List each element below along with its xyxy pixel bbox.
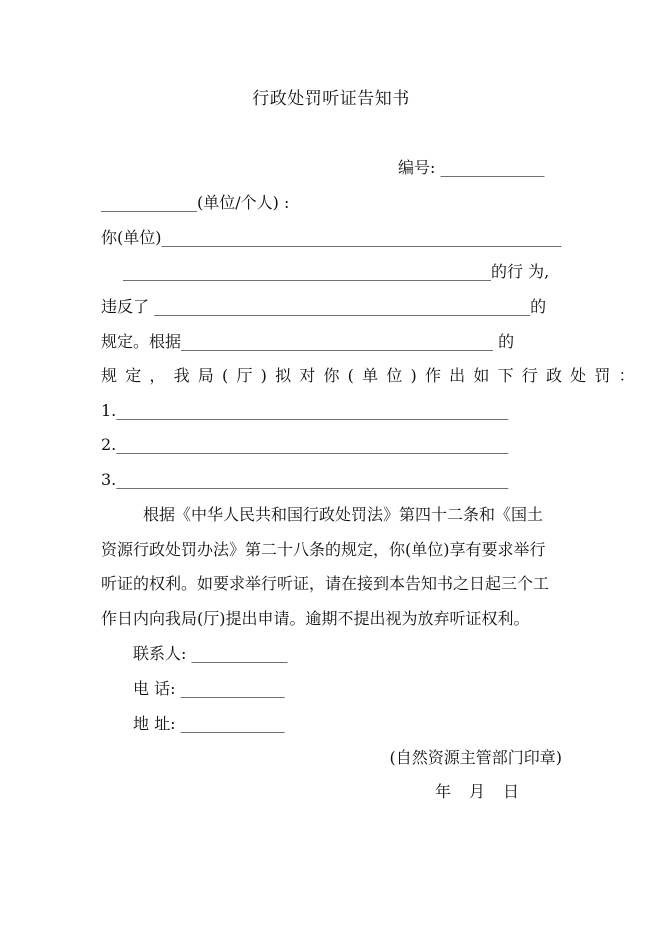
seal-text: (自然资源主管部门印章) — [389, 748, 562, 767]
notice-paragraph-line-4: 作日内向我局(厅)提出申请。逾期不提出视为放弃听证权利。 — [101, 609, 530, 628]
penalty-item-2: 2._________________________________________________ — [101, 435, 509, 454]
address-field: 地 址: _____________ — [133, 714, 285, 733]
notice-paragraph-line-2: 资源行政处罚办法》第二十八条的规定，你(单位)享有要求举行 — [101, 540, 546, 559]
contact-person-field: 联系人: ____________ — [133, 644, 288, 663]
body-line-5: 规定，我局(厅)拟对你(单位)作出如下行政处罚： — [101, 366, 643, 385]
notice-paragraph-line-3: 听证的权利。如要求举行听证，请在接到本告知书之日起三个工 — [101, 574, 550, 593]
body-line-4: 规定。根据_______________________________________ 的 — [101, 332, 515, 351]
phone-field: 电 话: _____________ — [133, 679, 285, 698]
body-line-1: 你(单位)__________________________________________________ — [101, 228, 562, 247]
date-day: 日 — [503, 782, 520, 801]
body-line-2: ______________________________________________的行 为, — [123, 262, 550, 281]
document-number: 编号: _____________ — [398, 158, 545, 177]
date-line — [435, 782, 537, 802]
date-month: 月 — [469, 782, 486, 801]
date-year: 年 — [435, 782, 452, 801]
document-title: 行政处罚听证告知书 — [252, 89, 410, 109]
penalty-item-3: 3._________________________________________________ — [101, 470, 509, 489]
penalty-item-1: 1._________________________________________________ — [101, 401, 509, 420]
body-line-3: 违反了 _______________________________________________的 — [101, 297, 547, 316]
notice-paragraph-line-1: 根据《中华人民共和国行政处罚法》第四十二条和《国土 — [143, 505, 544, 524]
addressee-line: ____________(单位/个人) : — [101, 193, 290, 212]
